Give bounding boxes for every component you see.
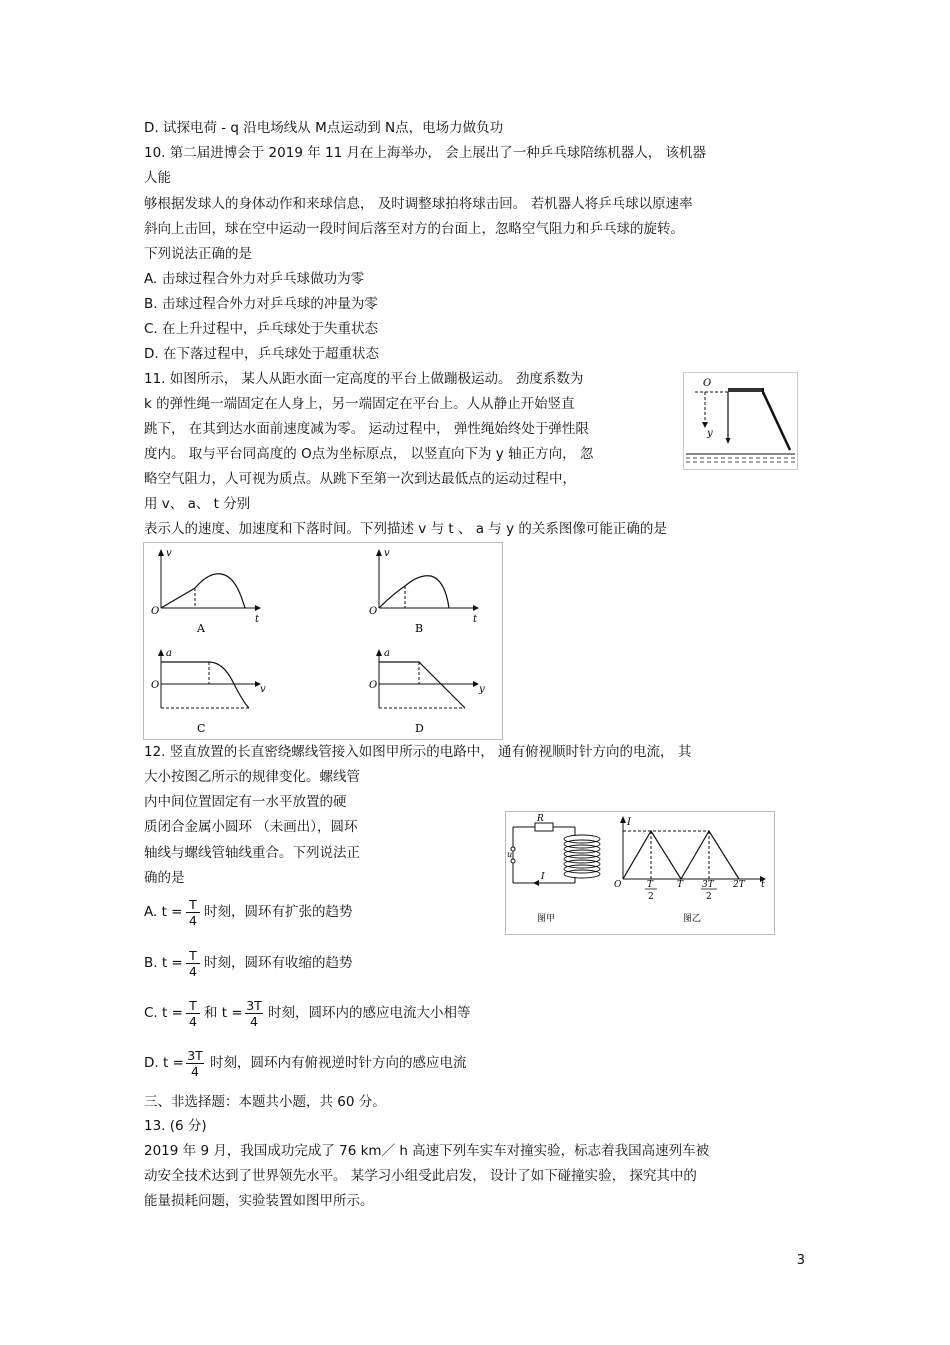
svg-text:v: v [384, 548, 390, 559]
circuit-diagram [507, 814, 600, 924]
svg-text:2T: 2T [733, 880, 745, 890]
q10-stem: 够根据发球人的身体动作和来球信息， 及时调整球拍将球击回。 若机器人将乒乓球以原速率 [144, 196, 693, 212]
svg-text:3T: 3T [702, 880, 714, 890]
svg-text:R: R [537, 814, 544, 824]
option-d-q9: D. 试探电荷 - q 沿电场线从 M点运动到 N点，电场力做负功 [144, 120, 504, 136]
q10-option-d: D. 在下落过程中，乒乓球处于超重状态 [144, 346, 379, 362]
svg-text:a: a [166, 648, 172, 659]
svg-text:v: v [166, 548, 172, 559]
q12-figure [505, 811, 775, 935]
svg-text:O: O [151, 606, 160, 617]
graph-c [151, 648, 266, 735]
graph-a [151, 548, 261, 635]
q11-stem: 11. 如图所示， 某人从距水面一定高度的平台上做蹦极运动。 劲度系数为 [144, 371, 584, 387]
q10-option-b: B. 击球过程合外力对乒乓球的冲量为零 [144, 296, 378, 312]
q10-stem: 斜向上击回，球在空中运动一段时间后落至对方的台面上，忽略空气阻力和乒乓球的旋转。 [144, 221, 684, 237]
q13-stem: 能量损耗问题，实验装置如图甲所示。 [144, 1193, 374, 1209]
page-number: 3 [796, 1253, 805, 1268]
section-title: 三、非选择题：本题共小题，共 60 分。 [144, 1094, 386, 1110]
svg-text:2: 2 [648, 892, 654, 902]
q10-option-c: C. 在上升过程中，乒乓球处于失重状态 [144, 321, 379, 337]
q11-stem: k 的弹性绳一端固定在人身上，另一端固定在平台上。人从静止开始竖直 [144, 396, 575, 412]
caption-jia: 图甲 [537, 914, 556, 924]
q10-stem: 人能 [144, 170, 171, 186]
svg-text:O: O [369, 680, 378, 691]
svg-text:T: T [677, 880, 684, 890]
q11-stem: 略空气阻力，人可视为质点。从跳下至第一次到达最低点的运动过程中， [144, 471, 576, 487]
svg-text:O: O [151, 680, 160, 691]
q10-stem: 10. 第二届进博会于 2019 年 11 月在上海举办， 会上展出了一种乒乓球陪练机器人， 该机器 [144, 145, 707, 161]
q11-stem: 用 v、 a、 t 分别 [144, 496, 251, 512]
q13-stem: 动安全技术达到了世界领先水平。 某学习小组受此启发， 设计了如下碰撞实验， 探究其中的 [144, 1168, 697, 1184]
current-time-graph [614, 816, 766, 924]
svg-text:2: 2 [706, 892, 712, 902]
q12-stem: 内中间位置固定有一水平放置的硬 [144, 794, 347, 810]
q11-stem: 跳下， 在其到达水面前速度减为零。 运动过程中， 弹性绳始终处于弹性限 [144, 421, 589, 437]
graph-a-label: A [197, 622, 205, 635]
bungee-figure [683, 372, 798, 470]
q12-stem: 12. 竖直放置的长直密绕螺线管接入如图甲所示的电路中， 通有俯视顺时针方向的电流， 其 [144, 744, 692, 760]
svg-text:T: T [647, 880, 654, 890]
svg-text:O: O [614, 880, 622, 890]
q13-heading: 13. (6 分) [144, 1118, 207, 1134]
q12-stem: 轴线与螺线管轴线重合。下列说法正 [144, 845, 360, 861]
graph-b-label: B [415, 622, 424, 635]
graph-c-label: C [197, 722, 206, 735]
q10-stem: 下列说法正确的是 [144, 246, 252, 262]
svg-text:v: v [260, 684, 266, 695]
svg-text:t: t [255, 614, 260, 625]
svg-text:y: y [479, 684, 485, 695]
q12-stem: 质闭合金属小圆环 （未画出），圆环 [144, 819, 358, 835]
caption-yi: 图乙 [683, 914, 702, 924]
graph-b [369, 548, 479, 635]
q12-stem: 确的是 [144, 870, 185, 886]
svg-text:I: I [541, 872, 545, 882]
q11-stem: 度内。 取与平台同高度的 O点为坐标原点， 以竖直向下为 y 轴正方向， 忽 [144, 446, 594, 462]
q10-option-a: A. 击球过程合外力对乒乓球做功为零 [144, 271, 365, 287]
fig11-y-label: y [707, 428, 713, 439]
fig11-o-label: O [703, 378, 712, 389]
q11-graphs [143, 542, 503, 740]
svg-text:t: t [761, 880, 765, 890]
graph-d [369, 648, 485, 735]
q12-stem: 大小按图乙所示的规律变化。螺线管 [144, 769, 360, 785]
svg-text:O: O [369, 606, 378, 617]
graph-d-label: D [415, 722, 424, 735]
q11-stem: 表示人的速度、加速度和下落时间。下列描述 v 与 t 、 a 与 y 的关系图像可能正确的是 [144, 521, 667, 537]
svg-text:I: I [627, 817, 631, 828]
q13-stem: 2019 年 9 月，我国成功完成了 76 km／ h 高速下列车实车对撞实验，标志着我国高速列车被 [144, 1143, 710, 1159]
svg-text:a: a [384, 648, 390, 659]
svg-text:t: t [473, 614, 478, 625]
svg-text:u: u [507, 850, 513, 859]
